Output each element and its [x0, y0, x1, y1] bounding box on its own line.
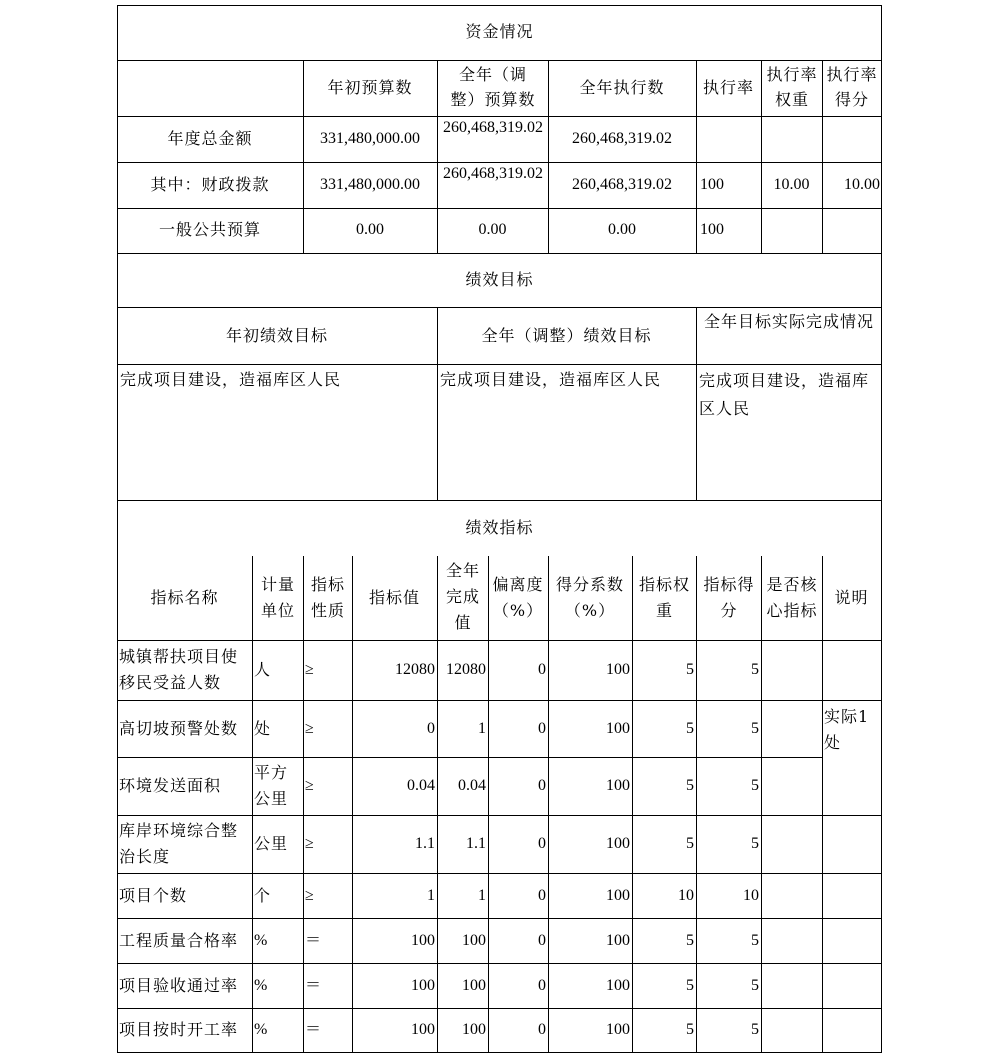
- funds-cell-adjusted: 260,468,319.02: [443, 165, 543, 182]
- indicator-cell-coef: 100: [606, 886, 630, 904]
- rule: [761, 556, 762, 1053]
- rule: [548, 556, 549, 1053]
- indicator-cell-coef: 100: [606, 661, 630, 678]
- indicator-cell-target: 100: [411, 931, 435, 949]
- rule: [352, 556, 353, 1053]
- rule: [117, 1008, 882, 1009]
- indicator-cell-nature: ＝: [305, 1021, 322, 1038]
- indicator-cell-target: 100: [411, 976, 435, 994]
- indicator-cell-target: 100: [411, 1021, 435, 1038]
- indicator-cell-target: 12080: [395, 661, 435, 678]
- funds-cell-adjusted: 0.00: [478, 221, 507, 238]
- indicator-cell-nature: ≥: [305, 835, 314, 852]
- indicator-cell-coef: 100: [606, 931, 630, 949]
- header-indicator-name: 指标名称: [150, 588, 219, 607]
- funds-cell-initial: 0.00: [356, 221, 384, 238]
- indicator-cell-deviation: 0: [538, 777, 546, 794]
- rule: [252, 556, 253, 1053]
- rule: [117, 307, 882, 308]
- header-indicator-nature: 指标性质: [310, 575, 345, 620]
- rule: [117, 500, 882, 501]
- indicator-cell-unit: 个: [254, 885, 272, 905]
- rule: [696, 556, 697, 1053]
- rule: [117, 640, 882, 641]
- indicator-cell-deviation: 0: [538, 886, 546, 904]
- indicator-cell-score: 5: [751, 931, 759, 949]
- header-goal-adjusted: 全年（调整）绩效目标: [481, 326, 652, 345]
- indicator-cell-actual: 100: [462, 1021, 486, 1038]
- indicator-cell-score: 5: [751, 1021, 759, 1038]
- indicator-cell-actual: 100: [462, 931, 486, 949]
- rule: [303, 556, 304, 1053]
- funds-row-label: 年度总金额: [167, 129, 253, 148]
- indicator-cell-note: 实际1处: [824, 707, 870, 752]
- goals-section-title: 绩效目标: [465, 270, 534, 289]
- indicator-cell-deviation: 0: [538, 719, 546, 737]
- rule: [117, 963, 882, 964]
- indicator-cell-nature: ≥: [305, 886, 314, 904]
- rule: [632, 556, 633, 1053]
- indicator-cell-deviation: 0: [538, 931, 546, 949]
- rule: [696, 307, 697, 501]
- indicator-cell-unit: %: [254, 1021, 268, 1038]
- header-indicator-score: 指标得分: [703, 575, 755, 620]
- indicator-cell-actual: 1: [478, 719, 486, 737]
- header-indicator-core: 是否核心指标: [766, 575, 818, 620]
- indicator-cell-weight: 5: [686, 777, 694, 794]
- header-indicator-deviation: 偏离度（%）: [492, 575, 544, 620]
- indicator-cell-weight: 5: [686, 719, 694, 737]
- indicator-cell-nature: ≥: [305, 719, 314, 737]
- rule: [117, 918, 882, 919]
- indicator-cell-score: 5: [751, 719, 759, 737]
- indicator-cell-weight: 5: [686, 661, 694, 678]
- indicator-cell-score: 5: [751, 777, 759, 794]
- indicator-cell-score: 10: [743, 886, 759, 904]
- header-indicator-note: 说明: [834, 588, 869, 607]
- header-exec-weight: 执行率权重: [766, 65, 818, 109]
- indicator-cell-name: 项目个数: [119, 885, 188, 905]
- rule: [117, 208, 882, 209]
- header-exec-score: 执行率得分: [826, 65, 878, 109]
- indicator-cell-coef: 100: [606, 976, 630, 994]
- indicator-cell-actual: 1.1: [466, 835, 486, 852]
- rule: [117, 700, 882, 701]
- indicator-cell-weight: 5: [686, 931, 694, 949]
- header-indicator-actual: 全年完成值: [445, 561, 480, 632]
- indicator-cell-unit: 人: [254, 660, 272, 679]
- indicator-cell-name: 城镇帮扶项目使移民受益人数: [119, 647, 239, 692]
- indicator-cell-unit: 公里: [254, 834, 289, 853]
- indicator-cell-name: 项目验收通过率: [119, 975, 239, 995]
- funds-section-title: 资金情况: [465, 22, 534, 41]
- rule: [822, 60, 823, 254]
- header-goal-actual: 全年目标实际完成情况: [703, 312, 874, 331]
- header-goal-initial: 年初绩效目标: [225, 326, 328, 345]
- funds-cell-weight: 10.00: [773, 176, 810, 193]
- indicator-cell-deviation: 0: [538, 835, 546, 852]
- rule: [117, 253, 882, 254]
- indicator-cell-actual: 12080: [446, 661, 486, 678]
- indicator-cell-name: 高切坡预警处数: [119, 718, 239, 738]
- indicator-cell-target: 1.1: [415, 835, 435, 852]
- indicator-cell-coef: 100: [606, 1021, 630, 1038]
- funds-cell-score: 10.00: [844, 176, 880, 193]
- funds-cell-rate: 100: [700, 221, 724, 238]
- goal-adjusted-text: 完成项目建设，造福库区人民: [440, 370, 662, 389]
- indicator-cell-unit: 处: [254, 718, 272, 738]
- indicator-cell-nature: ≥: [305, 777, 314, 794]
- rule: [117, 815, 882, 816]
- indicator-cell-coef: 100: [606, 719, 630, 737]
- indicator-cell-name: 项目按时开工率: [119, 1020, 239, 1039]
- funds-cell-executed: 0.00: [608, 221, 636, 238]
- rule: [117, 5, 882, 6]
- indicator-cell-coef: 100: [606, 777, 630, 794]
- goal-initial-text: 完成项目建设，造福库区人民: [120, 370, 342, 389]
- funds-row-label: 一般公共预算: [158, 220, 261, 239]
- header-indicator-target: 指标值: [368, 588, 420, 607]
- indicator-cell-weight: 10: [678, 886, 694, 904]
- header-indicator-coef: 得分系数（%）: [555, 575, 624, 620]
- indicator-cell-weight: 5: [686, 1021, 694, 1038]
- funds-cell-executed: 260,468,319.02: [572, 176, 672, 193]
- indicator-cell-name: 工程质量合格率: [119, 930, 239, 950]
- indicator-cell-weight: 5: [686, 835, 694, 852]
- header-adjusted-budget: 全年（调整）预算数: [450, 65, 536, 109]
- rule: [117, 1052, 882, 1053]
- funds-cell-initial: 331,480,000.00: [320, 130, 420, 147]
- indicator-cell-nature: ＝: [305, 976, 322, 994]
- indicator-cell-unit: %: [254, 931, 268, 949]
- goal-actual-text: 完成项目建设，造福库区人民: [699, 371, 870, 418]
- indicator-cell-unit: 平方公里: [254, 763, 289, 808]
- indicator-cell-name: 库岸环境综合整治长度: [119, 821, 239, 866]
- rule: [761, 60, 762, 254]
- indicator-cell-actual: 0.04: [458, 777, 486, 794]
- indicators-section-title: 绩效指标: [465, 518, 534, 537]
- indicator-cell-actual: 1: [478, 886, 486, 904]
- indicator-cell-actual: 100: [462, 976, 486, 994]
- header-initial-budget: 年初预算数: [327, 78, 413, 97]
- header-indicator-unit: 计量单位: [260, 575, 295, 620]
- header-exec-rate: 执行率: [702, 78, 754, 97]
- indicator-cell-deviation: 0: [538, 1021, 546, 1038]
- indicator-cell-deviation: 0: [538, 976, 546, 994]
- indicator-cell-nature: ＝: [305, 931, 322, 949]
- indicator-cell-score: 5: [751, 835, 759, 852]
- rule: [437, 556, 438, 1053]
- indicator-cell-score: 5: [751, 661, 759, 678]
- rule: [117, 873, 882, 874]
- indicator-cell-deviation: 0: [538, 661, 546, 678]
- rule: [117, 757, 822, 758]
- indicator-cell-target: 0.04: [407, 777, 435, 794]
- indicator-cell-target: 1: [427, 886, 435, 904]
- indicator-cell-name: 环境发送面积: [119, 776, 222, 795]
- indicator-cell-target: 0: [427, 719, 435, 737]
- funds-row-label: 其中：财政拨款: [150, 175, 270, 194]
- header-executed: 全年执行数: [579, 78, 665, 97]
- rule: [117, 364, 882, 365]
- rule: [822, 556, 823, 1053]
- rule: [117, 60, 882, 61]
- funds-cell-executed: 260,468,319.02: [572, 130, 672, 147]
- indicator-cell-score: 5: [751, 976, 759, 994]
- indicator-cell-coef: 100: [606, 835, 630, 852]
- funds-cell-adjusted: 260,468,319.02: [443, 119, 543, 136]
- header-indicator-weight: 指标权重: [638, 575, 690, 620]
- indicator-cell-weight: 5: [686, 976, 694, 994]
- funds-cell-rate: 100: [700, 176, 724, 193]
- funds-cell-initial: 331,480,000.00: [320, 176, 420, 193]
- rule: [488, 556, 489, 1053]
- indicator-cell-unit: %: [254, 976, 268, 994]
- indicator-cell-nature: ≥: [305, 661, 314, 678]
